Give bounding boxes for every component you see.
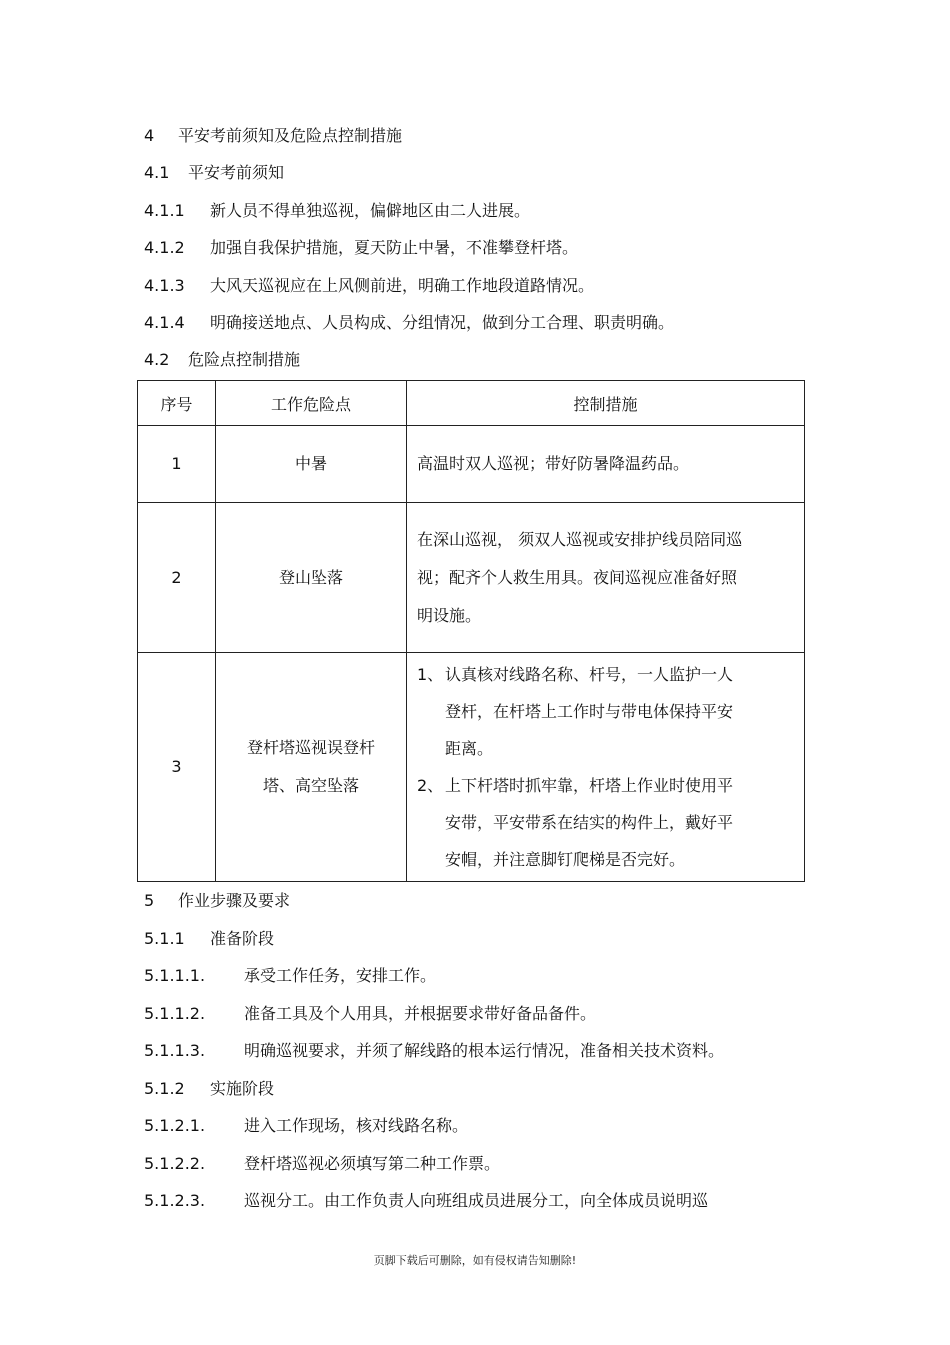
heading-text: 实施阶段 bbox=[210, 1079, 275, 1098]
heading-number: 4.2 bbox=[144, 350, 170, 369]
measure-line: 认真核对线路名称、杆号，一人监护一人 bbox=[445, 665, 734, 684]
row-number: 3 bbox=[138, 653, 216, 882]
hazard-line: 塔、高空坠落 bbox=[262, 776, 359, 795]
item-5-1-2-1 bbox=[144, 1116, 468, 1136]
measure-line: 在深山巡视， 须双人巡视或安排护线员陪同巡 bbox=[417, 529, 743, 549]
section-4-heading bbox=[144, 126, 402, 146]
heading-number: 5.1.2 bbox=[144, 1079, 185, 1098]
hazard-cell bbox=[216, 653, 407, 882]
measure-cell bbox=[407, 426, 805, 503]
measure-item-text bbox=[445, 767, 794, 878]
item-text: 明确巡视要求，并须了解线路的根本运行情况，准备相关技术资料。 bbox=[244, 1041, 725, 1060]
hazard-line: 登杆塔巡视误登杆 bbox=[246, 738, 375, 757]
measure-item-text bbox=[445, 656, 794, 767]
measure-line: 安帽，并注意脚钉爬梯是否完好。 bbox=[445, 850, 686, 869]
table-row bbox=[138, 426, 805, 503]
item-text: 准备工具及个人用具，并根据要求带好备品备件。 bbox=[244, 1004, 597, 1023]
item-5-1-2-2 bbox=[144, 1154, 500, 1174]
item-4-1-3 bbox=[144, 276, 594, 296]
section-4-1-heading bbox=[144, 163, 284, 183]
heading-number: 4.1 bbox=[144, 163, 170, 182]
measure-cell bbox=[407, 653, 805, 882]
heading-text: 准备阶段 bbox=[210, 929, 275, 948]
heading-number: 4 bbox=[144, 126, 155, 145]
section-5-1-1-heading bbox=[144, 929, 274, 949]
item-number: 4.1.3 bbox=[144, 276, 185, 295]
column-header-measures: 控制措施 bbox=[407, 381, 805, 426]
item-4-1-1 bbox=[144, 201, 530, 221]
measure-line: 上下杆塔时抓牢靠，杆塔上作业时使用平 bbox=[445, 776, 734, 795]
heading-number: 5 bbox=[144, 891, 155, 910]
measure-line: 登杆，在杆塔上工作时与带电体保持平安 bbox=[445, 702, 734, 721]
item-text: 登杆塔巡视必须填写第二种工作票。 bbox=[244, 1154, 501, 1173]
measure-line: 视；配齐个人救生用具。夜间巡视应准备好照 bbox=[417, 567, 738, 587]
heading-number: 5.1.1 bbox=[144, 929, 185, 948]
row-number: 2 bbox=[138, 503, 216, 653]
item-5-1-1-2 bbox=[144, 1004, 596, 1024]
measure-line: 高温时双人巡视；带好防暑降温药品。 bbox=[417, 454, 690, 473]
heading-text: 危险点控制措施 bbox=[188, 350, 301, 369]
item-number: 4.1.2 bbox=[144, 238, 185, 257]
item-text: 新人员不得单独巡视，偏僻地区由二人进展。 bbox=[210, 201, 531, 220]
item-number: 4.1.1 bbox=[144, 201, 185, 220]
hazard-line: 登山坠落 bbox=[278, 567, 343, 587]
item-text: 大风天巡视应在上风侧前进，明确工作地段道路情况。 bbox=[210, 276, 595, 295]
item-text: 承受工作任务，安排工作。 bbox=[244, 966, 437, 985]
heading-text: 平安考前须知及危险点控制措施 bbox=[178, 126, 403, 145]
measure-line: 距离。 bbox=[445, 739, 494, 758]
measure-line: 明设施。 bbox=[417, 605, 482, 625]
item-number: 4.1.4 bbox=[144, 313, 185, 332]
hazard-line: 中暑 bbox=[294, 454, 327, 473]
item-number: 5.1.2.3. bbox=[144, 1191, 206, 1210]
measure-item bbox=[417, 656, 794, 767]
measure-item-index: 1、 bbox=[417, 665, 444, 684]
item-text: 加强自我保护措施，夏天防止中暑，不准攀登杆塔。 bbox=[210, 238, 579, 257]
heading-text: 平安考前须知 bbox=[188, 163, 285, 182]
heading-text: 作业步骤及要求 bbox=[178, 891, 291, 910]
hazard-cell bbox=[216, 426, 407, 503]
item-number: 5.1.1.2. bbox=[144, 1004, 206, 1023]
item-number: 5.1.1.3. bbox=[144, 1041, 206, 1060]
item-4-1-2 bbox=[144, 238, 578, 258]
item-number: 5.1.2.1. bbox=[144, 1116, 206, 1135]
section-5-heading bbox=[144, 891, 290, 911]
item-number: 5.1.1.1. bbox=[144, 966, 206, 985]
table-row bbox=[138, 503, 805, 653]
hazard-cell bbox=[216, 503, 407, 653]
item-text: 巡视分工。由工作负责人向班组成员进展分工，向全体成员说明巡 bbox=[244, 1191, 709, 1210]
item-5-1-1-3 bbox=[144, 1041, 724, 1061]
page-footer: 页脚下载后可删除，如有侵权请告知删除! bbox=[373, 1254, 577, 1267]
item-text: 明确接送地点、人员构成、分组情况，做到分工合理、职责明确。 bbox=[210, 313, 675, 332]
row-number: 1 bbox=[138, 426, 216, 503]
item-number: 5.1.2.2. bbox=[144, 1154, 206, 1173]
section-5-1-2-heading bbox=[144, 1079, 274, 1099]
item-5-1-2-3 bbox=[144, 1191, 708, 1211]
item-5-1-1-1 bbox=[144, 966, 436, 986]
table-header-row bbox=[138, 381, 805, 426]
column-header-hazard: 工作危险点 bbox=[216, 381, 407, 426]
column-header-number: 序号 bbox=[138, 381, 216, 426]
table-row bbox=[138, 653, 805, 882]
measure-item bbox=[417, 767, 794, 878]
measure-line: 安带，平安带系在结实的构件上，戴好平 bbox=[445, 813, 734, 832]
section-4-2-heading bbox=[144, 350, 300, 370]
measure-item-index: 2、 bbox=[417, 776, 444, 795]
item-4-1-4 bbox=[144, 313, 674, 333]
measure-cell bbox=[407, 503, 805, 653]
item-text: 进入工作现场，核对线路名称。 bbox=[244, 1116, 469, 1135]
hazard-control-table bbox=[137, 380, 805, 882]
